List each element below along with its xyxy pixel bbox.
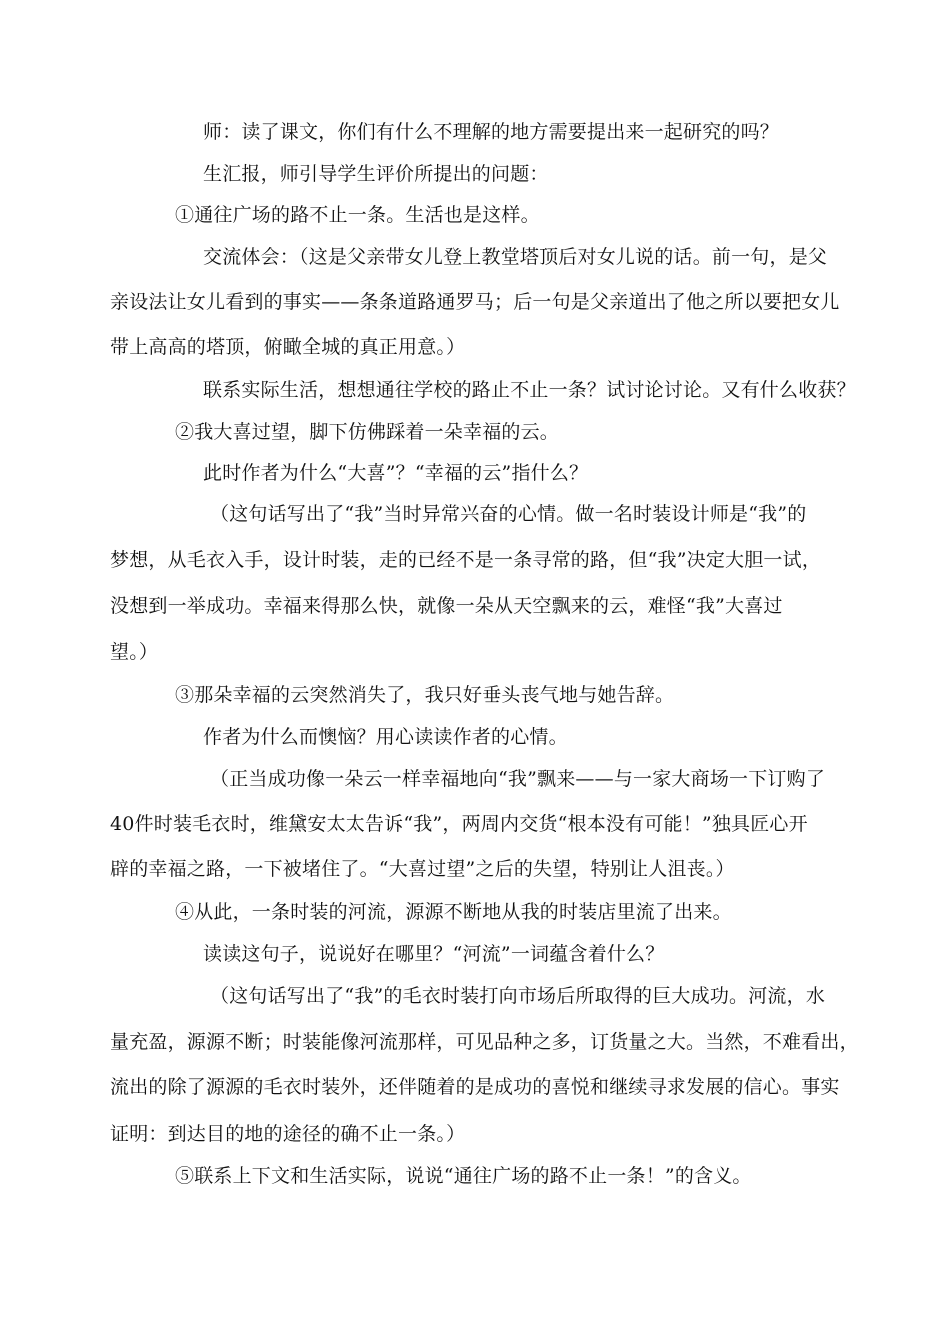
- line-text: 读读这句子，说说好在哪里？“河流”一词蕴含着什么？: [203, 943, 665, 965]
- line-text: 亲设法让女儿看到的事实——条条道路通罗马；后一句是父亲道出了他之所以要把女儿: [110, 291, 840, 313]
- line-text: ④从此，一条时装的河流，源源不断地从我的时装店里流了出来。: [175, 901, 732, 923]
- line-text: 作者为什么而懊恼？用心读读作者的心情。: [203, 726, 568, 748]
- line-text: 没想到一举成功。幸福来得那么快，就像一朵从天空飘来的云，难怪“我”大喜过: [110, 595, 783, 617]
- line-text: 流出的除了源源的毛衣时装外，还伴随着的是成功的喜悦和继续寻求发展的信心。事实: [110, 1076, 840, 1098]
- line-text: 交流体会：（这是父亲带女儿登上教堂塔顶后对女儿说的话。前一句，是父: [203, 246, 828, 268]
- line-text: 师：读了课文，你们有什么不理解的地方需要提出来一起研究的吗？: [203, 121, 780, 143]
- line-text: 此时作者为什么“大喜”？“幸福的云”指什么？: [203, 462, 589, 484]
- line-text: 联系实际生活，想想通往学校的路止不止一条？试讨论讨论。又有什么收获？: [203, 379, 856, 401]
- line-text: （这句话写出了“我”当时异常兴奋的心情。做一名时装设计师是“我”的: [210, 503, 807, 525]
- line-text: 辟的幸福之路，一下被堵住了。“大喜过望”之后的失望，特别让人沮丧。）: [110, 858, 735, 880]
- line-text: ⑤联系上下文和生活实际，说说“通往广场的路不止一条！”的含义。: [175, 1165, 752, 1187]
- line-text: 望。）: [110, 641, 159, 663]
- line-text: 梦想，从毛衣入手，设计时装，走的已经不是一条寻常的路，但“我”决定大胆一试，: [110, 549, 822, 571]
- line-text: ③那朵幸福的云突然消失了，我只好垂头丧气地与她告辞。: [175, 684, 675, 706]
- line-text: 证明：到达目的地的途径的确不止一条。）: [110, 1123, 466, 1145]
- line-text: ②我大喜过望，脚下仿佛踩着一朵幸福的云。: [175, 421, 560, 443]
- line-text: 生汇报，师引导学生评价所提出的问题：: [203, 163, 549, 185]
- line-text: 量充盈，源源不断；时装能像河流那样，可见品种之多，订货量之大。当然，不难看出，: [110, 1031, 859, 1053]
- line-text: （正当成功像一朵云一样幸福地向“我”飘来——与一家大商场一下订购了: [210, 768, 826, 790]
- line-text: ①通往广场的路不止一条。生活也是这样。: [175, 204, 540, 226]
- line-text: 40件时装毛衣时，维黛安太太告诉“我”，两周内交货“根本没有可能！”独具匠心开: [110, 813, 808, 835]
- line-text: （这句话写出了“我”的毛衣时装打向市场后所取得的巨大成功。河流，水: [210, 985, 826, 1007]
- line-text: 带上高高的塔顶，俯瞰全城的真正用意。）: [110, 336, 466, 358]
